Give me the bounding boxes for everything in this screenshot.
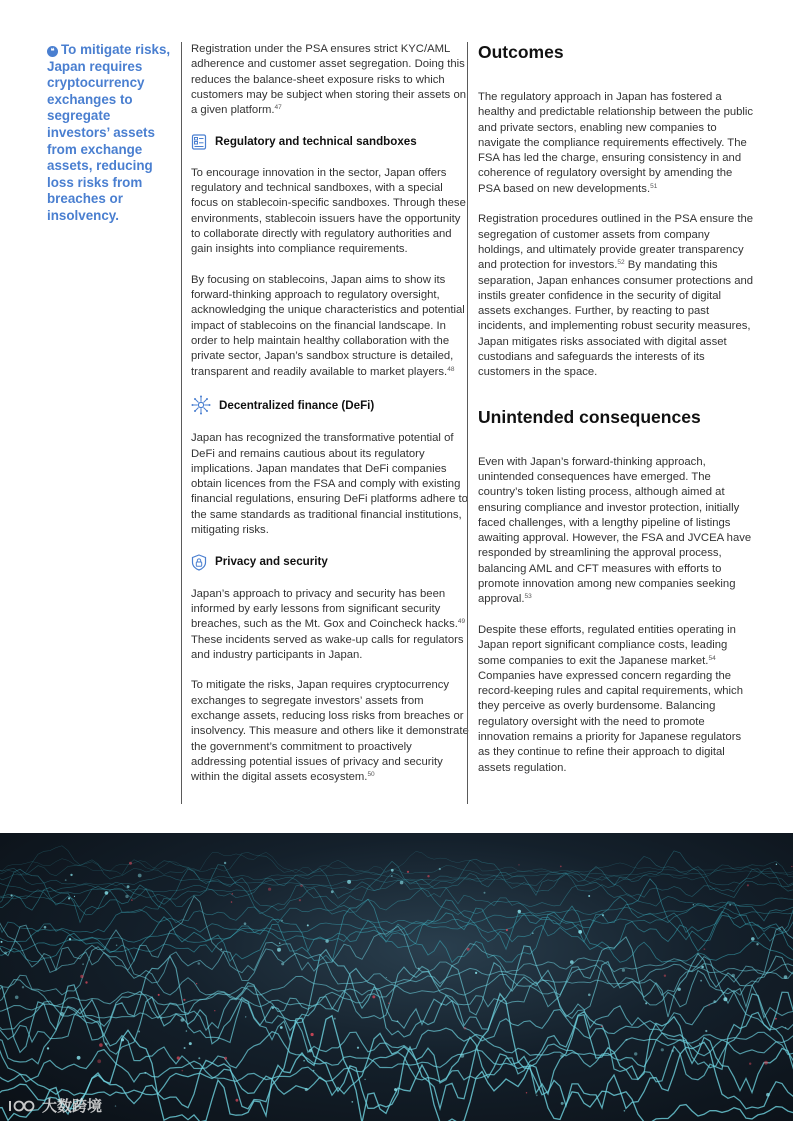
glow-dot-red (231, 901, 233, 903)
glow-dot-cyan (121, 1038, 124, 1041)
checklist-icon (191, 134, 207, 150)
glow-dot-cyan (186, 1030, 188, 1032)
glow-dot-red (704, 948, 706, 950)
glow-dot-cyan (357, 1047, 359, 1049)
pull-quote-text: To mitigate risks, Japan requires cryptocurrency exchanges to segregate investors’ assets from exchange assets, reducing loss risks from breaches or insolvency. (47, 42, 171, 223)
terrain-line (0, 851, 793, 873)
glow-dot-cyan (693, 904, 694, 905)
glow-dot-cyan (11, 894, 13, 896)
glow-dot-cyan (198, 962, 201, 965)
glow-dot-cyan (144, 1072, 146, 1074)
glow-dot-cyan (570, 960, 574, 964)
glow-dot-cyan (776, 864, 777, 865)
glow-dot-red (518, 864, 519, 865)
glow-dot-cyan (44, 926, 47, 929)
privacy-paragraph-2: To mitigate the risks, Japan requires cryptocurrency exchanges to segregate investors’ assets from exchange assets, reducing loss risks from breaches or insolvency. This measure and others like it demonstrate the government’s commitment to proactively addressing potential issues of privacy and security within the digital assets ecosystem.$^{50}$ (191, 679, 469, 784)
glow-dot-cyan (82, 963, 84, 965)
terrain-line (0, 867, 793, 900)
glow-dot-red (388, 1002, 390, 1004)
footnote-ref[interactable]: 54 (708, 654, 716, 662)
glow-dot-cyan (303, 1060, 305, 1062)
right-text-column (467, 42, 755, 804)
glow-dot-cyan (105, 891, 109, 895)
intro-paragraph: Registration under the PSA ensures strict KYC/AML adherence and customer asset segregation. Doing this reduces the balance-sheet exposure risks to which customers may be subject when storing their assets on a given platform.$^{47}$ (191, 43, 467, 117)
glow-dot-cyan (397, 1020, 399, 1022)
glow-dot-cyan (272, 1007, 274, 1009)
footnote-ref[interactable]: 50 (367, 771, 375, 779)
glow-dot-cyan (125, 895, 128, 898)
glow-dot-cyan (184, 1047, 186, 1049)
unintended-paragraph-1: Even with Japan’s forward-thinking approach, unintended consequences have emerged. The country’s token listing process, although aimed at ensuring compliance and investor protection, initially faced challenges, with a lengthy pipeline of listings awaiting approval. However, the FSA and JVCEA have responded by streamlining the approval process, balancing AML and CFT measures with efforts to promote innovation among new companies seeking approval.$^{53}$ (478, 455, 752, 606)
glow-dot-cyan (624, 1110, 626, 1112)
glow-dot-red (268, 888, 271, 891)
glow-dot-cyan (281, 920, 283, 922)
data-landscape-image (0, 833, 793, 1121)
glow-dot-cyan (400, 881, 404, 885)
glow-dot-cyan (74, 896, 75, 897)
glow-dot-cyan (578, 930, 582, 934)
defi-paragraph: Japan has recognized the transformative potential of DeFi and remains cautious about its regulatory implications. Japan mandates that DeFi companies obtain licences from the FSA and comply with existing financial regulations, ensuring DeFi platforms adhere to the same standards as traditional financial institutions, mitigating risks. (191, 432, 468, 537)
glow-dot-red (749, 1063, 751, 1065)
footnote-ref[interactable]: 52 (617, 259, 625, 267)
glow-dot-cyan (440, 1004, 442, 1006)
glow-dot-cyan (661, 1048, 664, 1051)
glow-dot-red (526, 1092, 527, 1093)
glow-dot-cyan (220, 948, 222, 950)
glow-dot-cyan (626, 1039, 628, 1041)
glow-dot-red (407, 871, 409, 873)
glow-dot-red (236, 1099, 239, 1102)
terrain-line (0, 851, 793, 892)
glow-dot-red (182, 1070, 184, 1072)
unintended-paragraph-2: Despite these efforts, regulated entities operating in Japan report significant compliance costs, leading some companies to exit the Japanese market.$^{54}$ Companies have expressed concern regarding the record-keeping rules and capital requirements, which they perceive as overly burdensome. Balancing regulatory oversight with the need to promote innovation remains a priority for Japanese regulators as they continue to refine their approach to digital assets regulation. (478, 623, 743, 774)
glow-dot-cyan (244, 922, 247, 925)
glow-dot-cyan (391, 875, 393, 877)
glow-dot-cyan (313, 1070, 315, 1072)
glow-dot-cyan (475, 972, 477, 974)
network-icon (191, 395, 211, 415)
glow-dot-cyan (602, 914, 604, 916)
glow-dot-cyan (439, 868, 441, 870)
glow-dot-cyan (331, 890, 334, 893)
glow-dot-cyan (561, 1102, 564, 1105)
glow-dot-cyan (460, 1054, 464, 1058)
glow-dot-red (747, 884, 749, 886)
glow-dot-cyan (678, 988, 681, 991)
glow-dot-red (300, 884, 303, 887)
glow-dot-cyan (756, 943, 758, 945)
glow-dot-red (85, 981, 87, 983)
glow-dot-cyan (127, 885, 130, 888)
glow-dot-cyan (325, 939, 328, 942)
glow-dot-red (158, 994, 160, 996)
glow-dot-red (506, 929, 508, 931)
glow-dot-cyan (334, 1018, 336, 1020)
glow-dot-cyan (198, 1057, 200, 1059)
outcomes-paragraph-2: Registration procedures outlined in the PSA ensure the segregation of customer assets from company holdings, and ultimately provide greater transparency and protection for investors.$^{52}$ By mandating this separation, Japan enhances consumer protections and instils greater confidence in the security of digital assets exchanges. Further, by reacting to past incidents, and implementing robust security measures, Japan mitigates risks associated with digital asset custodians and safeguards the interests of its customers in the space. (478, 213, 754, 379)
glow-dot-red (372, 995, 375, 998)
glow-dot-red (131, 899, 133, 901)
terrain-line (0, 885, 793, 924)
terrain-graphic (0, 833, 793, 1121)
glow-dot-red (427, 875, 429, 877)
glow-dot-cyan (47, 1047, 49, 1049)
glow-dot-cyan (785, 1027, 787, 1029)
terrain-line (0, 846, 793, 876)
glow-dot-cyan (418, 968, 420, 970)
outcomes-heading: Outcomes (478, 42, 564, 62)
glow-dot-red (464, 1027, 467, 1030)
glow-dot-red (214, 1010, 215, 1011)
privacy-paragraph-1: Japan’s approach to privacy and security has been informed by early lessons from significant security breaches, such as the Mt. Gox and Coincheck hacks.$^{49}$ These incidents served as wake-up calls for regulators and industry participants in Japan. (191, 587, 466, 661)
glow-dot-cyan (68, 897, 70, 899)
glow-dot-cyan (518, 910, 521, 913)
glow-dot-cyan (77, 1056, 81, 1060)
glow-dot-cyan (305, 1088, 308, 1091)
glow-dot-cyan (281, 962, 284, 965)
glow-dot-cyan (245, 1016, 246, 1017)
footnote-ref[interactable]: 49 (457, 618, 466, 626)
glow-dot-red (764, 1061, 768, 1065)
glow-dot-cyan (671, 1049, 674, 1052)
glow-dot-cyan (532, 932, 534, 934)
glow-dot-cyan (731, 974, 735, 978)
glow-dot-cyan (700, 980, 702, 982)
glow-dot-cyan (560, 1054, 563, 1057)
glow-dot-cyan (394, 1088, 397, 1091)
glow-dot-cyan (645, 1002, 647, 1004)
terrain-line (0, 1015, 793, 1096)
glow-dot-red (775, 1018, 777, 1020)
glow-dot-cyan (364, 1079, 365, 1080)
glow-dot-cyan (784, 975, 788, 979)
glow-dot-cyan (386, 977, 387, 978)
glow-dot-cyan (484, 892, 486, 894)
glow-dot-cyan (391, 869, 394, 872)
glow-dot-cyan (280, 1026, 283, 1029)
glow-dot-cyan (699, 1043, 700, 1044)
glow-dot-red (560, 866, 562, 868)
sandbox-paragraph-2: By focusing on stablecoins, Japan aims to show its forward-thinking approach to regulatory oversight, acknowledging the unique characteristics and potential impact of stablecoins on the financial landscape. In order to help maintain healthy collaboration with the private sector, Japan’s sandbox structure is detailed, transparent and readily available to market players.$^{48}$ (191, 273, 465, 378)
glow-dot-cyan (70, 874, 72, 876)
glow-dot-red (467, 948, 470, 951)
lock-shield-icon (191, 554, 207, 571)
glow-dot-cyan (779, 929, 780, 930)
glow-dot-red (183, 999, 185, 1001)
glow-dot-cyan (15, 996, 19, 1000)
glow-dot-cyan (116, 945, 118, 947)
watermark-text: 大数跨境 (42, 1098, 103, 1115)
glow-dot-red (311, 1033, 314, 1036)
glow-dot-cyan (634, 1052, 637, 1055)
glow-dot-red (99, 1043, 103, 1047)
terrain-line (0, 927, 793, 996)
glow-dot-red (664, 975, 666, 977)
glow-dot-cyan (347, 880, 351, 884)
glow-dot-red (196, 983, 197, 984)
glow-dot-red (224, 1057, 227, 1060)
glow-dot-cyan (138, 874, 142, 878)
glow-dot-red (97, 1059, 101, 1063)
glow-dot-cyan (65, 879, 67, 881)
glow-dot-cyan (701, 966, 704, 969)
footnote-ref[interactable]: 51 (650, 182, 658, 190)
outcomes-paragraph-1: The regulatory approach in Japan has fostered a healthy and predictable relationship between the public and private sectors, enabling new companies to navigate the compliance requirements effectively. The FSA has led the charge, ensuring consistency in and coherence of regulatory oversight by amending the PSA based on new developments.$^{51}$ (478, 91, 754, 195)
watermark (8, 1095, 102, 1116)
glow-dot-cyan (22, 986, 24, 988)
pull-quote (47, 42, 175, 225)
glow-dot-red (299, 899, 301, 901)
left-text-column (181, 42, 470, 804)
glow-dot-cyan (4, 952, 7, 955)
glow-dot-cyan (60, 1012, 64, 1016)
glow-dot-cyan (105, 1043, 108, 1046)
glow-dot-cyan (622, 969, 625, 972)
footnote-ref[interactable]: 48 (447, 365, 455, 373)
sandbox-subheading: Regulatory and technical sandboxes (191, 134, 470, 150)
sandbox-paragraph-1: To encourage innovation in the sector, Japan offers regulatory and technical sandboxes, with a special focus on stablecoin-specific sandboxes. Through these environments, stablecoin issuers have the opportunity to collaborate directly with regulatory authorities and gain insights into compliance requirements. (191, 166, 466, 256)
footnote-ref[interactable]: 53 (524, 593, 532, 601)
glow-dot-cyan (277, 948, 281, 952)
glow-dot-red (232, 893, 234, 895)
glow-dot-cyan (181, 1018, 185, 1022)
unintended-heading: Unintended consequences (478, 406, 701, 427)
glow-dot-cyan (705, 1030, 707, 1032)
glow-dot-cyan (1, 941, 3, 943)
glow-dot-red (601, 1025, 603, 1027)
footnote-ref[interactable]: 47 (274, 104, 282, 112)
glow-dot-cyan (751, 937, 755, 941)
glow-dot-cyan (224, 862, 226, 864)
glow-dot-cyan (309, 1049, 312, 1052)
glow-dot-cyan (588, 994, 591, 997)
privacy-subheading: Privacy and security (191, 554, 470, 571)
glow-dot-red (791, 866, 792, 867)
glow-dot-cyan (713, 1000, 716, 1003)
defi-subheading: Decentralized finance (DeFi) (191, 395, 470, 415)
glow-dot-cyan (536, 1094, 538, 1096)
glow-dot-red (177, 1056, 180, 1059)
glow-dot-cyan (307, 924, 309, 926)
glow-dot-cyan (161, 1017, 163, 1019)
glow-dot-cyan (138, 1031, 140, 1033)
glow-dot-cyan (588, 895, 590, 897)
glow-dot-cyan (189, 1042, 192, 1045)
glow-dot-cyan (723, 997, 727, 1001)
glow-dot-cyan (279, 942, 281, 944)
glow-dot-cyan (69, 938, 71, 940)
glow-dot-cyan (766, 1093, 770, 1097)
glow-dot-red (129, 862, 132, 865)
glow-dot-cyan (115, 1105, 116, 1106)
glow-dot-cyan (729, 904, 731, 906)
watermark-logo-icon (8, 1098, 36, 1114)
quote-icon: ❝ (47, 46, 58, 57)
glow-dot-cyan (351, 1101, 353, 1103)
glow-dot-red (80, 975, 83, 978)
glow-dot-red (708, 1004, 709, 1005)
